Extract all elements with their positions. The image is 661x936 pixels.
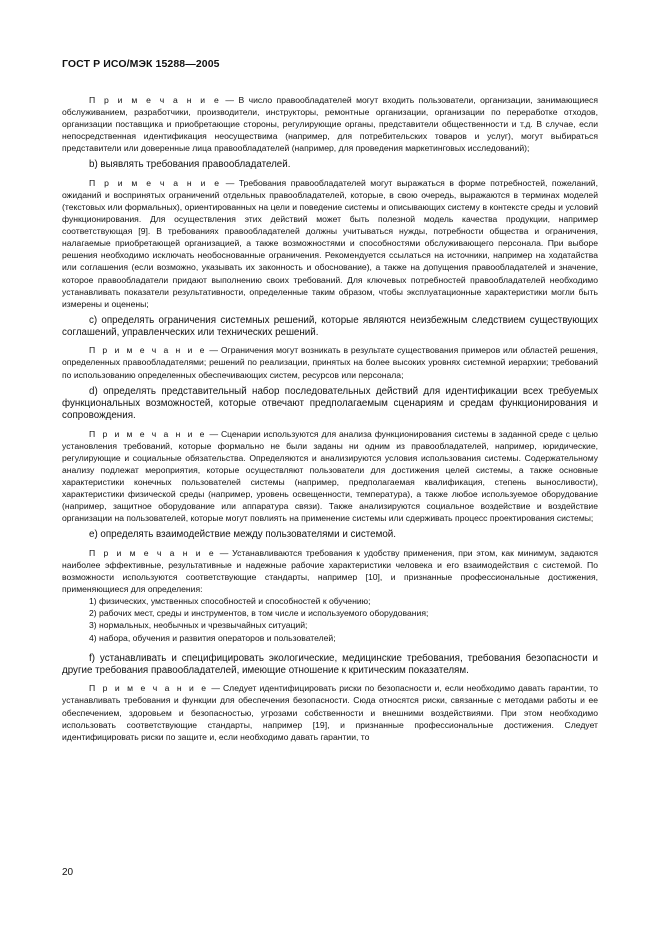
note-text: — Сценарии используются для анализа функционирования системы в заданной среде с целью установления требований, которые формально не были заданы ни одним из правообладателей, например, юридические, регулирующие и социальные обязательства. Определяются и анализируются условия использования системы. Содержательному анализу подлежат мероприятия, которые осуществляют пользователи для достижения целей системы, а также основные характеристики конечных пользователей системы (например, предполагаемая квалификация, степень выносливости), характеристики физической среды (например, уровень освещенности, температура), а также любое используемое оборудование (например, защитное оборудование или аппаратура связи). Также анализируются социальное воздействие и воздействие организации на пользователей, которые могут повлиять на применение системы или сдерживать процесс проектирования системы; <box>62 428 598 524</box>
note-label: П р и м е ч а н и е <box>89 428 207 439</box>
requirement-item-f: f) устанавливать и специфицировать экологические, медицинские требования, требования безопасности и другие требования правообладателей, имеющие отношение к критическим показателям. <box>62 652 598 677</box>
list-item: 1) физических, умственных способностей и способностей к обучению; <box>89 595 371 606</box>
note-paragraph <box>62 682 598 742</box>
requirement-item-c: c) определять ограничения системных решений, которые являются неизбежным следствием существующих соглашений, управленческих или технических решений. <box>62 314 598 339</box>
note-text: — В число правообладателей могут входить пользователи, организации, занимающиеся обслуживанием, разработчики, производители, инструкторы, ремонтные организации, организации по переработке отходов, организации поставщика и приобретающие стороны, регулирующие органы, представители общественности и т.д. В случае, если непосредственная идентификация неосуществима (например, для потребительских товаров и услуг), могут выбираться представители или доверенные лица правообладателей (например, для проведения маркетинговых исследований); <box>62 95 598 154</box>
list-item: 3) нормальных, необычных и чрезвычайных ситуаций; <box>89 620 308 631</box>
list-item: 2) рабочих мест, среды и инструментов, в том числе и используемого оборудования; <box>89 608 429 619</box>
note-text: — Требования правообладателей могут выражаться в форме потребностей, пожеланий, ожиданий и воспринятых ограничений отдельных правообладателей, которые, в свою очередь, выражаются в терминах моделей (текстовых или формальных), ориентированных на цели и поведение системы и описывающих систему в контексте среды и условий функционирования. Для осуществления этих действий может быть полезной модель качества продукции, например соответствующая [9]. В требованиях правообладателей должны учитываться нужды, потребности общества и ограничения, налагаемые приобретающей организацией, а также возможностями и способностями обслуживающего персонала. При выборе решения необходимо исключать необоснованные ограничения. Рекомендуется ссылаться на источники, например на ходатайства или соглашения (если возможно, указывать их законность и обоснование), а также на допущения правообладателей и значение, которое правообладатели придают выполнению своих требований. Для ключевых потребностей правообладателей необходимо устанавливать показатели результативности, определенные таким образом, чтобы эксплуатационные характеристики могли быть измерены и оценены; <box>62 177 598 309</box>
note-label: П р и м е ч а н и е <box>89 547 216 558</box>
note-text: — Следует идентифицировать риски по безопасности и, если необходимо давать гарантии, то устанавливать требования и функции для обеспечения безопасности. Сюда относятся риски, связанные с методами работы и ее обеспечением, здоровьем и безопасностью, угрозами собственности и внешними воздействиями. При этом необходимо использовать соответствующие стандарты, например [19], и признанные профессиональные достижения. Следует идентифицировать риски по защите и, если необходимо давать гарантии, то <box>62 683 598 742</box>
document-header: ГОСТ Р ИСО/МЭК 15288—2005 <box>62 58 220 70</box>
note-paragraph <box>62 94 598 154</box>
note-paragraph <box>62 344 598 380</box>
note-paragraph <box>62 177 598 310</box>
page-number: 20 <box>62 867 74 878</box>
note-paragraph <box>62 428 598 525</box>
document-page <box>62 58 598 748</box>
list-item: 4) набора, обучения и развития операторов и пользователей; <box>89 632 336 643</box>
note-label: П р и м е ч а н и е <box>89 345 207 356</box>
note-label: П р и м е ч а н и е <box>89 177 222 188</box>
requirement-item-b: b) выявлять требования правообладателей. <box>89 159 291 171</box>
note-paragraph <box>62 547 598 595</box>
usability-list <box>62 595 598 644</box>
requirement-item-d: d) определять представительный набор последовательных действий для идентификации всех требуемых функциональных возможностей, которые отвечают предполагаемым сценариям и средам функционирования и сопровождения. <box>62 385 598 422</box>
note-text: — Устанавливаются требования к удобству применения, при этом, как минимум, задаются наиболее эффективные, результативные и надежные рабочие характеристики человека и его взаимодействия с системой. По возможности используются соответствующие стандарты, например [10], и признанные профессиональные достижения, применяющиеся для определения: <box>62 547 598 594</box>
requirement-item-e: e) определять взаимодействие между пользователями и системой. <box>89 529 396 541</box>
note-text: — Ограничения могут возникать в результате существования примеров или областей решения, определенных правообладателями; решений по реализации, принятых на более высоких уровнях системной иерархии; требований по использованию определенных обеспечивающих систем, ресурсов или персонала; <box>62 345 598 380</box>
note-label: П р и м е ч а н и е <box>89 95 221 105</box>
note-label: П р и м е ч а н и е <box>89 683 209 694</box>
